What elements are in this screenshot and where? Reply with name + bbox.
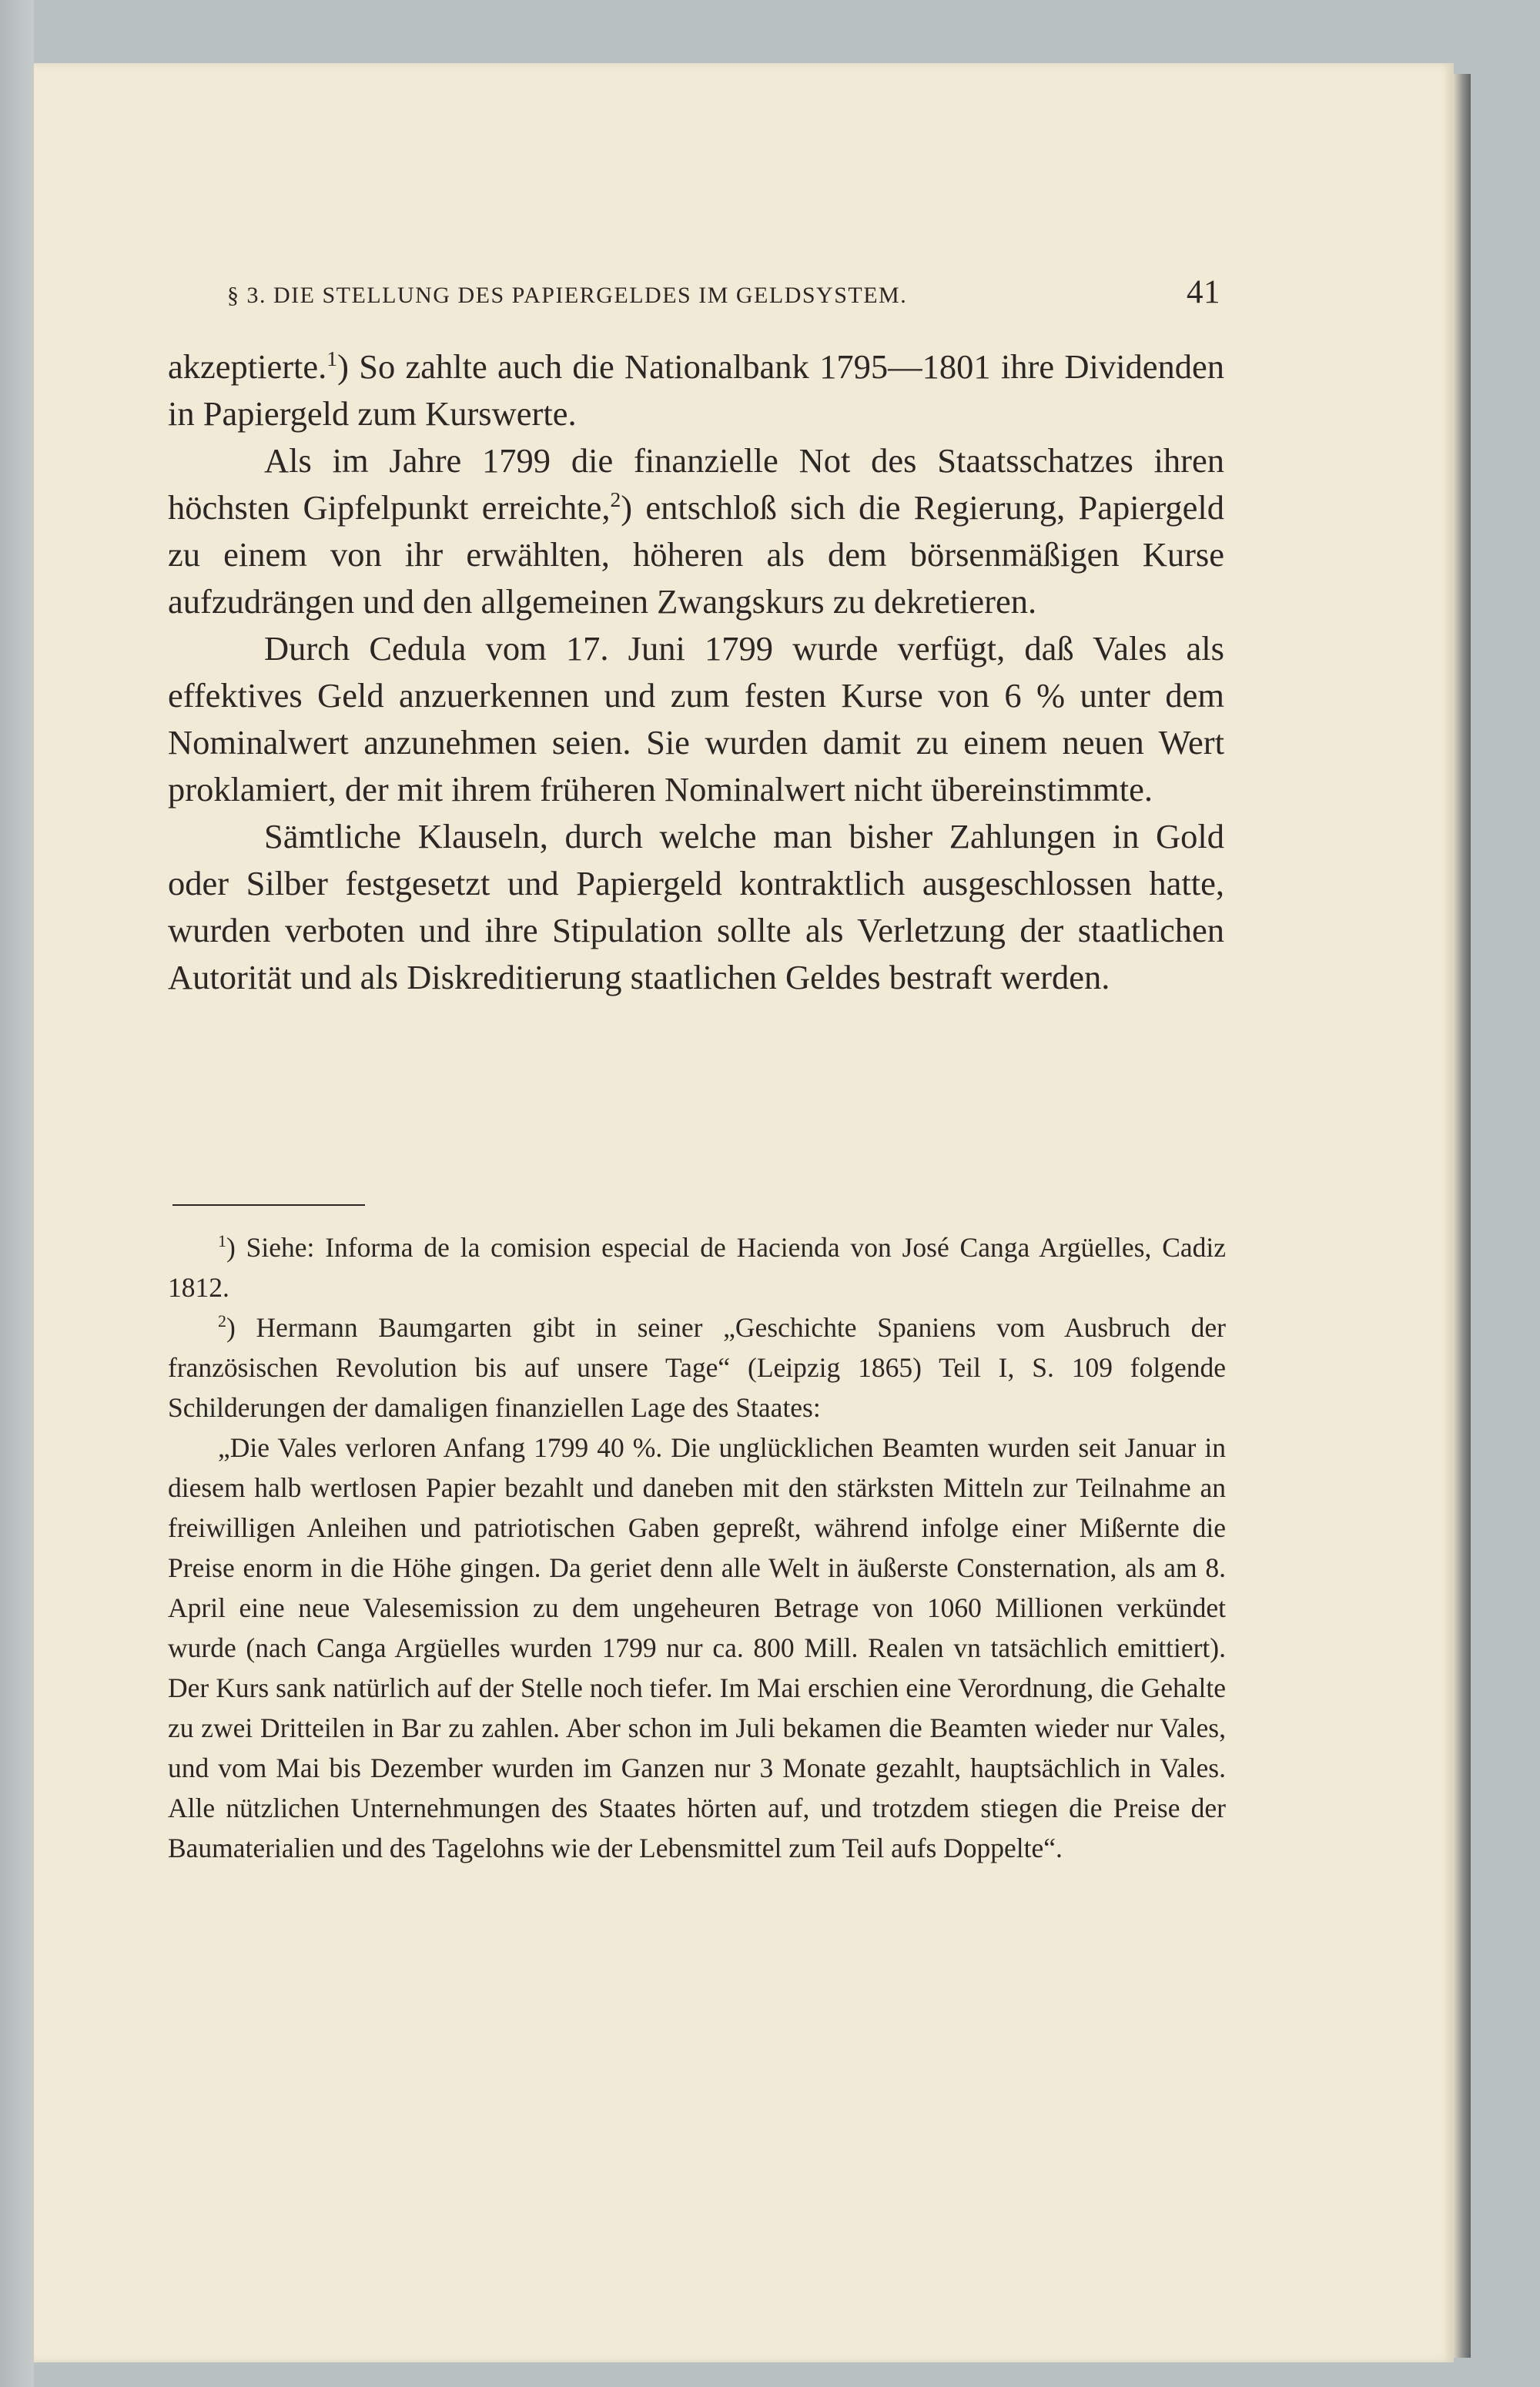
footnote-ref-1: 1: [326, 346, 338, 371]
footnote-2-mark: 2: [218, 1311, 226, 1331]
footnotes: [168, 1227, 1226, 1868]
paragraph-1-text-b: ) So zahlte auch die Nationalbank 1795—1801 ihre Dividenden in Papiergeld zum Kurswerte.: [168, 347, 1224, 433]
paragraph-3: Durch Cedula vom 17. Juni 1799 wurde verfügt, daß Vales als effektives Geld anzuerkennen und zum festen Kurse von 6 % unter dem Nominalwert anzunehmen seien. Sie wurden damit zu einem neuen Wert proklamiert, der mit ihrem früheren Nominalwert nicht übereinstimmte.: [168, 629, 1224, 808]
page-header: [227, 273, 1220, 312]
paragraph-1-text-a: akzeptierte.: [168, 347, 327, 386]
running-head: § 3. DIE STELLUNG DES PAPIERGELDES IM GELDSYSTEM.: [227, 283, 908, 308]
footnote-1: [168, 1227, 1226, 1307]
paragraph-2: [168, 437, 1224, 625]
paragraph-4: Sämtliche Klauseln, durch welche man bisher Zahlungen in Gold oder Silber festgesetzt und Papiergeld kontraktlich ausgeschlossen hatte, wurden verboten und ihre Stipulation sollte als Verletzung der staatlichen Autorität und als Diskreditierung staatlichen Geldes bestraft werden.: [168, 817, 1224, 996]
footnote-divider: [172, 1204, 365, 1206]
paragraph-2-text-a: Als im Jahre 1799 die finanzielle Not des Staatsschatzes ihren höchsten Gipfelpunkt erreichte,: [168, 441, 1224, 527]
footnote-1-mark: 1: [218, 1231, 226, 1251]
paragraph-2-text-b: ) entschloß sich die Regierung, Papiergeld zu einem von ihr erwählten, höheren als dem börsenmäßigen Kurse aufzudrängen und den allgemeinen Zwangskurs zu dekretieren.: [168, 488, 1224, 621]
page-number: 41: [1187, 274, 1220, 310]
footnote-2-quotation: „Die Vales verloren Anfang 1799 40 %. Die unglücklichen Beamten wurden seit Januar in diesem halb wertlosen Papier bezahlt und daneben mit den stärksten Mitteln zur Teilnahme an freiwilligen Anleihen und patriotischen Gaben gepreßt, während infolge einer Mißernte die Preise enorm in die Höhe gingen. Da geriet denn alle Welt in äußerste Consternation, als am 8. April eine neue Valesemission zu dem ungeheuren Betrage von 1060 Millionen verkündet wurde (nach Canga Argüelles wurden 1799 nur ca. 800 Mill. Realen vn tatsächlich emittiert). Der Kurs sank natürlich auf der Stelle noch tiefer. Im Mai erschien eine Verordnung, die Gehalte zu zwei Dritteilen in Bar zu zahlen. Aber schon im Juli bekamen die Beamten wieder nur Vales, und vom Mai bis Dezember wurden im Ganzen nur 3 Monate gezahlt, hauptsächlich in Vales. Alle nützlichen Unternehmungen des Staates hörten auf, und trotzdem stiegen die Preise der Baumaterialien und des Tagelohns wie der Lebensmittel zum Teil aufs Doppelte“.: [168, 1432, 1226, 1863]
scan-background-strip: [0, 0, 34, 2387]
paragraph-1: [168, 343, 1224, 437]
page-edge: [1454, 74, 1471, 2358]
footnote-2-text: ) Hermann Baumgarten gibt in seiner „Geschichte Spaniens vom Ausbruch der französischen Revolution bis auf unsere Tage“ (Leipzig 1865) Teil I, S. 109 folgende Schilderungen der damaligen finanziellen Lage des Staates:: [168, 1312, 1226, 1423]
footnote-2: [168, 1307, 1226, 1428]
main-text: [168, 343, 1224, 1001]
footnote-ref-2: 2: [610, 487, 621, 512]
footnote-1-text: ) Siehe: Informa de la comision especial de Hacienda von José Canga Argüelles, Cadiz 1812.: [168, 1232, 1226, 1303]
